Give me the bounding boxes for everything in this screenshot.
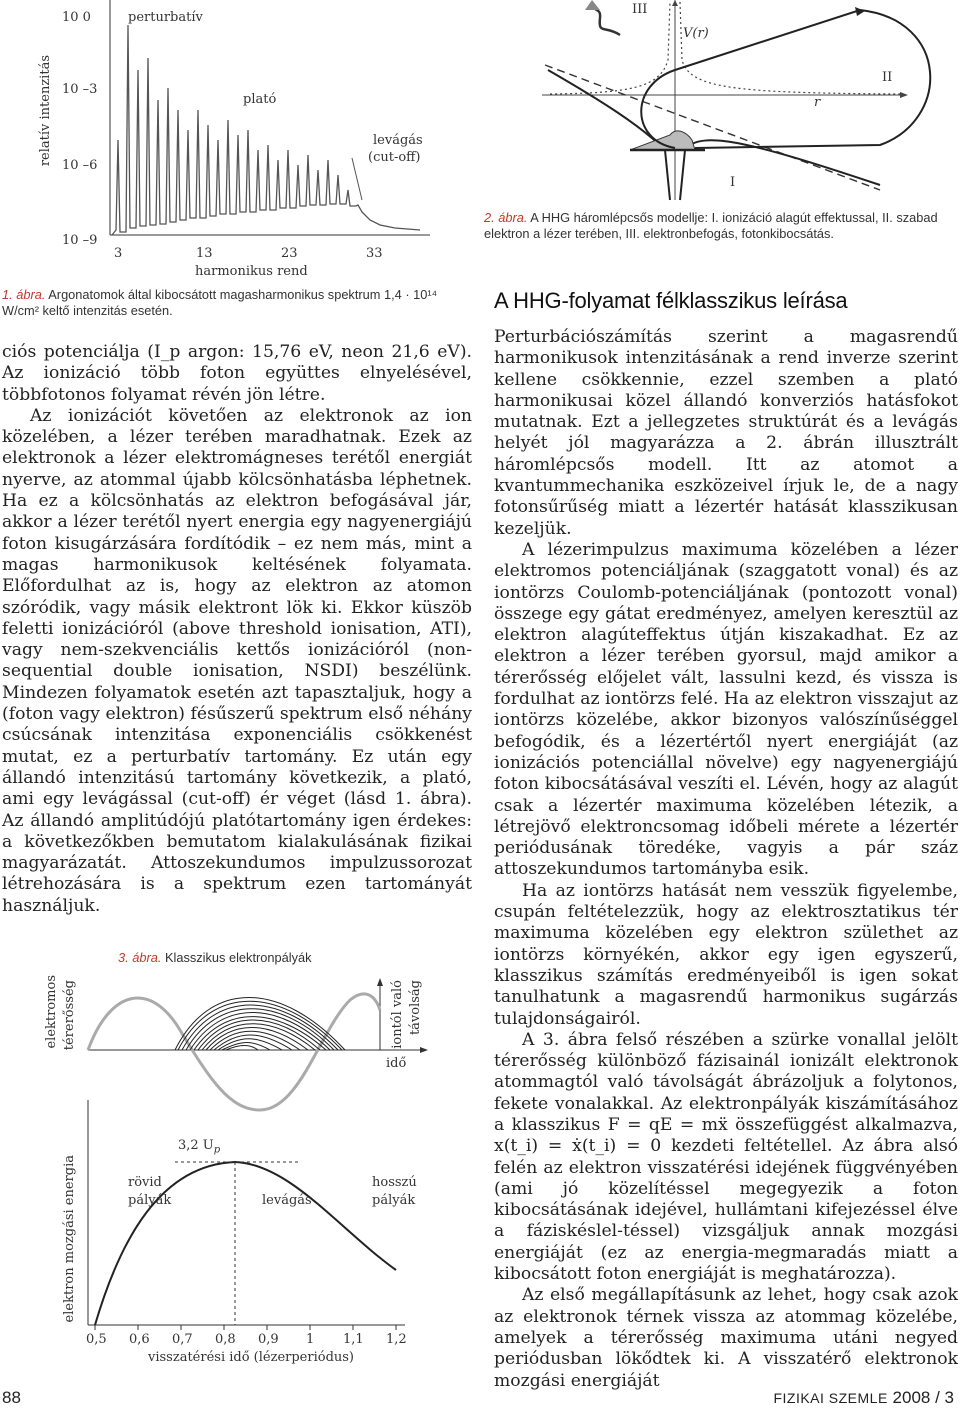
fig3-top-y-label-2: térerősség	[62, 980, 77, 1051]
fig3-x-tick: 0,5	[86, 1332, 107, 1347]
fig1-caption	[2, 287, 472, 319]
fig1-y-tick: 10 –6	[62, 158, 98, 173]
fig3-max-energy-label	[178, 1138, 220, 1156]
left-paragraph: ciós potenciálja (I_p argon: 15,76 eV, neon 21,6 eV). Az ionizáció több foton együttes elnyelésével, többfotonos folyamat révén jön létre.	[2, 342, 472, 405]
fig1-spectrum-plot	[0, 0, 480, 330]
fig1-y-tick: 10 –9	[62, 233, 98, 248]
fig3-caption-text: Klasszikus elektronpályák	[164, 950, 312, 965]
fig2-caption-text: A HHG háromlépcsős modellje: I. ionizáció alagút effektussal, II. szabad elektron a lézer terében, III. elektronbefogás, fotonkibocsátás.	[484, 210, 938, 241]
fig1-label-plateau: plató	[243, 92, 277, 107]
figure-3	[0, 940, 480, 1380]
fig1-x-tick: 3	[114, 246, 123, 261]
fig3-long-label-2: pályák	[372, 1193, 416, 1208]
left-paragraph: Az ionizációt követően az elektronok az ion közelében, a lézer terében maradhatnak. Ezek az elektronok a lézer elektromágneses terétől energiát nyerve, az atommal újabb kölcsönhatásba léphetnek. Ha ez a kölcsönhatás az elektron befogásával jár, akkor a lézer terétől nyert energia egy nagyenergiájú foton kisugárzására fordítódik – ez nem más, mint a magas harmonikusok keltésének folyamata. Előfordulhat az is, hogy az elektron az atomon szóródik, vagy másik elektront lök ki. Ekkor küszöb feletti ionizációról (above threshold ionisation, ATI), vagy nem-szekvenciális kettős ionizációról (non-sequential double ionisation, NSDI) beszélünk. Mindezen folyamatok esetén azt tapasztaljuk, hogy a (foton vagy elektron) fésűszerű spektrum első néhány csúcsának intenzitása exponenciális csökkenést mutat, ez a perturbatív tartomány. Ez után egy állandó intenzitású tartomány következik, a plató, ami egy levágással (cut-off) ér véget (lásd 1. ábra). Az állandó amplitúdójú platótartomány igen érdekes: a következőkben bemutatom kialakulásának fizikai magyarázatát. Attoszekundumos impulzussorozat létrehozására is a spektrum ezen tartományát használjuk.	[2, 405, 472, 916]
fig1-label-cutoff-2: (cut-off)	[368, 150, 421, 165]
figure-1	[0, 0, 480, 330]
fig1-y-tick: 10 –3	[62, 82, 98, 97]
fig3-top-y-label-1: elektromos	[44, 975, 59, 1049]
fig2-label-I: I	[730, 175, 736, 190]
fig3-caption-number: 3. ábra.	[118, 950, 162, 965]
journal-issue: 2008 / 3	[892, 1388, 954, 1407]
fig1-caption-number: 1. ábra.	[2, 287, 46, 302]
fig3-x-tick: 1,1	[343, 1332, 364, 1347]
fig1-label-cutoff-1: levágás	[373, 133, 423, 148]
fig1-x-tick: 23	[281, 246, 298, 261]
right-paragraph: Ha az iontörzs hatását nem vesszük figyelembe, csupán feltételezzük, hogy az elektrosztatikus tér maximuma közelében egy elektron születhet az iontörzs környékén, akkor egy igen egyszerű, klasszikus számítás eredményeiből is igen sokat tanulhatunk a magasrendű harmonikus sugárzás tulajdonságairól.	[494, 880, 958, 1029]
fig2-label-II: II	[882, 70, 893, 85]
fig2-caption-number: 2. ábra.	[484, 210, 528, 225]
journal-name: FIZIKAI SZEMLE	[773, 1390, 888, 1406]
section-title: A HHG-folyamat félklasszikus leírása	[494, 288, 848, 313]
journal-footer	[773, 1388, 954, 1408]
right-paragraph: Perturbációszámítás szerint a magasrendű harmonikusok intenzitásának a rend inverze szerint kellene csökkennie, ezzel szemben a plató harmonikusai közel állandó konverziós hatásfokot mutatnak. Ezt a jellegzetes struktúrát és a levágás helyét jól magyarázza a 2. ábrán illusztrált háromlépcsős modell. Itt az atomot a kvantummechanika eszközeivel írjuk le, de a nagy fotonsűrűség miatt a lézertér hatását klasszikusan kezeljük.	[494, 327, 958, 539]
right-paragraph: A lézerimpulzus maximuma közelében a lézer elektromos potenciáljának (szaggatott vonal) és az iontörzs Coulomb-potenciáljának (pontozott vonal) összege egy gátat eredményez, amelyen keresztül az elektron alagúteffektus útján kiszakadhat. Ez az elektron a lézer terében gyorsul, majd amikor a térerősség előjelet vált, lassulni kezd, és vissza is fordulhat az iontörzs felé. Ha az elektron visszajut az iontörzs közelébe, akkor bizonyos valószínűséggel befogódik, és a lézertértől nyert energiáját (az ionizációs potenciállal növelve) egy nagyenergiájú foton kibocsátásával veszíti el. Lévén, hogy az alagút csak a lézertér maximuma közelében létezik, a létrejövő elektroncsomag időbeli mérete a lézertér periódusának töredéke, vagyis a pár száz attoszekundumos tartományba esik.	[494, 539, 958, 880]
fig3-short-label-2: pályák	[128, 1193, 172, 1208]
fig1-y-tick: 10 0	[62, 10, 91, 25]
fig1-x-tick: 13	[196, 246, 213, 261]
fig3-x-tick: 0,9	[258, 1332, 279, 1347]
fig1-label-perturbative: perturbatív	[128, 10, 203, 25]
fig3-max-sub: p	[213, 1144, 221, 1156]
fig1-spectrum-curve	[112, 25, 420, 235]
right-paragraph: A 3. ábra felső részében a szürke vonallal jelölt térerősség különböző fázisainál ionizált elektronok atommagtól való távolságát ábrázoljuk a folytonos, fekete vonalakkal. Az elektronpályák kiszámításához a klasszikus F = qE = mẍ összefüggést alkalmazva, x(t_i) = ẋ(t_i) = 0 kezdeti feltétellel. Az ábra alsó felén az elektron visszatérési idejének függvényében (ami jó közelítéssel megegyezik a foton kibocsátásának idejével, hullámtani kifejezéssel élve a fáziskéslel-téssel) vizsgáljuk annak mozgási energiáját (ez az energia-megmaradás miatt a kibocsátott foton energiáját is meghatározza).	[494, 1029, 958, 1285]
fig2-caption	[484, 210, 954, 242]
page-number: 88	[2, 1388, 21, 1407]
fig3-x-ticks-marks	[95, 1325, 396, 1330]
fig3-time-label: idő	[386, 1056, 407, 1071]
fig3-right-label-1: iontól való	[390, 980, 405, 1049]
fig2-label-V: V(r)	[683, 26, 709, 41]
fig3-x-tick: 0,8	[215, 1332, 236, 1347]
fig3-x-tick: 0,6	[129, 1332, 150, 1347]
fig3-x-axis-label: visszatérési idő (lézerperiódus)	[148, 1350, 355, 1365]
fig3-max-label: 3,2 U	[178, 1138, 214, 1153]
fig3-right-label-2: távolság	[408, 980, 423, 1036]
fig2-label-r: r	[814, 95, 821, 110]
fig3-x-tick: 1,2	[386, 1332, 407, 1347]
fig2-three-step-model	[480, 0, 960, 210]
right-paragraph: Az első megállapításunk az lehet, hogy csak azok az elektronok térnek vissza az atommag közelébe, amelyek a térerősség maximuma utáni negyed periódusban lökődtek ki. A visszatérő elektronok mozgási energiáját	[494, 1285, 958, 1391]
fig1-caption-text: Argonatomok által kibocsátott magasharmonikus spektrum 1,4 · 10¹⁴ W/cm² keltő intenzitás esetén.	[2, 287, 438, 318]
fig1-y-axis-label: relatív intenzitás	[38, 55, 53, 167]
fig3-bottom-y-label: elektron mozgási energia	[62, 1155, 77, 1323]
fig3-short-label-1: rövid	[128, 1175, 162, 1190]
fig3-cutoff-label: levágás	[262, 1193, 312, 1208]
fig2-label-III: III	[632, 2, 648, 17]
fig3-x-tick: 1	[306, 1332, 315, 1347]
left-column	[2, 342, 472, 917]
fig3-trajectories	[175, 998, 345, 1051]
fig1-x-axis-label: harmonikus rend	[195, 264, 308, 279]
fig3-x-tick: 0,7	[172, 1332, 193, 1347]
fig3-long-label-1: hosszú	[372, 1175, 417, 1190]
right-column	[494, 327, 958, 1392]
figure-2	[480, 0, 960, 270]
fig1-x-tick: 33	[366, 246, 383, 261]
